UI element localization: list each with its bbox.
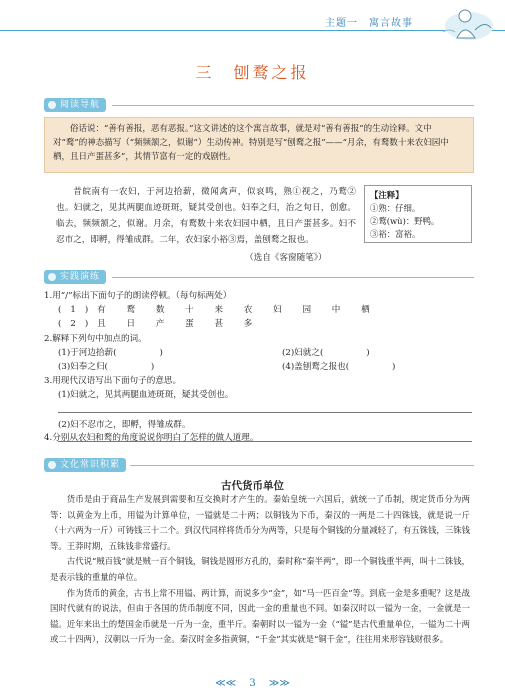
- guide-box: [44, 117, 474, 173]
- page-number: 3: [249, 678, 256, 689]
- section-tag-culture: 文化常识积累: [44, 458, 126, 472]
- section-tag-guide: 阅读导航: [44, 98, 106, 112]
- guide-text: 俗话说：“善有善报，恶有恶报。”这文讲述的这个寓言故事，就是对“善有善报”的生动诠释。文中对“鹜”的神态描写（“频频颔之，似谢”）生动传神。特别是写“刨鹜之报”——“月余，有鹜数十来农妇园中栖，且日产蛋甚多”，其情节富有一定的戏剧性。: [53, 124, 449, 162]
- section-rule: [112, 105, 474, 106]
- article-paragraph: 作为货币的黄金，古书上常不用镒、两计算，而说多少“金”，如“马一匹百金”等。到底一金是多重呢？这是战国时代就有的说法，但由于各国的货币制度不同，因此一金的重量也不同。如秦汉时以一镒为一金，一金就是一镒。近年来出土的楚国金币就是一斤为一金，重半斤。秦朝时以一镒为一金（“镒”是古代重量单位，一镒为二十两或二十四两），汉朝以一斤为一金。秦汉时金多指黄铜，“千金”其实就是“铜千金”，往往用来形容钱财很多。: [50, 587, 470, 645]
- article-paragraph: 货币是由于商品生产发展到需要和互交换时才产生的。秦始皇统一六国后，就统一了币制，规定货币分为两等：以黄金为上币，用镒为计算单位，一镒就是二十两；以铜钱为下币，秦汉的一两是二十四铢钱，就是说一斤（十六两为一斤）可铸钱三十二个。到汉代同样将货币分为两等，只是每个铜钱的分量减轻了，有五铢钱，三铢钱等。王莽时期，五铢钱非常盛行。: [50, 494, 470, 551]
- passage-text: 昔皖南有一农妇，于河边拾薪，微闻禽声，似哀鸣，熟①视之，乃鹜②也。妇就之，见其两腿血迹斑斑，疑其受创也。妇奉之归，治之旬日，创愈。临去，频频颔之，似谢。月余，有鹜数十来农妇园中栖，且日产蛋甚多。妇不忍市之，即孵，得雏成群。二年，农妇家小裕③焉，盖刨鹜之报也。: [56, 187, 356, 245]
- note-item: ③裕：富裕。: [370, 229, 421, 239]
- question-1: 1.用“/”标出下面句子的朗读停顿。（每句标两处）: [44, 291, 232, 301]
- article-paragraph: 古代说“贼百钱”就是贼一百个铜钱，铜钱是圆形方孔的，秦时称“秦半两”，即一个铜钱重半两，叫十二铢钱，是表示钱的重量的单位。: [50, 556, 470, 582]
- question-1-sentence-a: (1)有 鹜 数 十 来 农 妇 园 中 栖: [58, 305, 379, 315]
- question-3: 3.用现代汉语写出下面句子的意思。: [44, 376, 182, 386]
- lesson-title: 三 刨鹜之报: [195, 63, 310, 82]
- article-title: 古代货币单位: [221, 480, 284, 492]
- header-decoration-icon: [435, 2, 497, 42]
- answer-line[interactable]: [58, 412, 472, 413]
- question-2-item[interactable]: (3)妇奉之归( ): [58, 362, 155, 372]
- question-4: 4.分别从农妇和鹜的角度说说你明白了怎样的做人道理。: [44, 433, 259, 443]
- note-item: ①熟：仔细。: [370, 203, 421, 213]
- question-2-item[interactable]: (2)妇就之( ): [282, 348, 370, 358]
- article-body: [50, 492, 470, 648]
- footer-ornament-right-icon: ≫≫: [258, 678, 290, 689]
- question-2: 2.解释下列句中加点的词。: [44, 334, 147, 344]
- notes-box: [364, 185, 472, 243]
- question-3-sentence-b: (2)妇不忍市之，即孵，得雏成群。: [58, 420, 191, 430]
- section-rule: [130, 465, 474, 466]
- section-tag-practice: 实践演练: [44, 270, 106, 284]
- question-1-sentence-b: (2)且 日 产 蛋 甚 多: [58, 319, 262, 329]
- question-2-item[interactable]: (4)盖刨鹜之报也( ): [282, 362, 396, 372]
- question-3-sentence-a: (1)妇就之，见其两腿血迹斑斑，疑其受创也。: [58, 390, 234, 400]
- notes-heading: 【注释】: [370, 190, 404, 200]
- page-footer: [0, 678, 505, 689]
- question-2-item[interactable]: (1)于河边拾薪( ): [58, 348, 163, 358]
- header-rule: [0, 30, 505, 31]
- passage-source: （选自《客窗随笔》）: [245, 253, 327, 263]
- footer-ornament-left-icon: ≪≪: [215, 678, 247, 689]
- header-theme: 主题一 寓言故事: [325, 18, 413, 29]
- note-item: ②鹜(wù)：野鸭。: [370, 216, 440, 226]
- section-rule: [112, 277, 474, 278]
